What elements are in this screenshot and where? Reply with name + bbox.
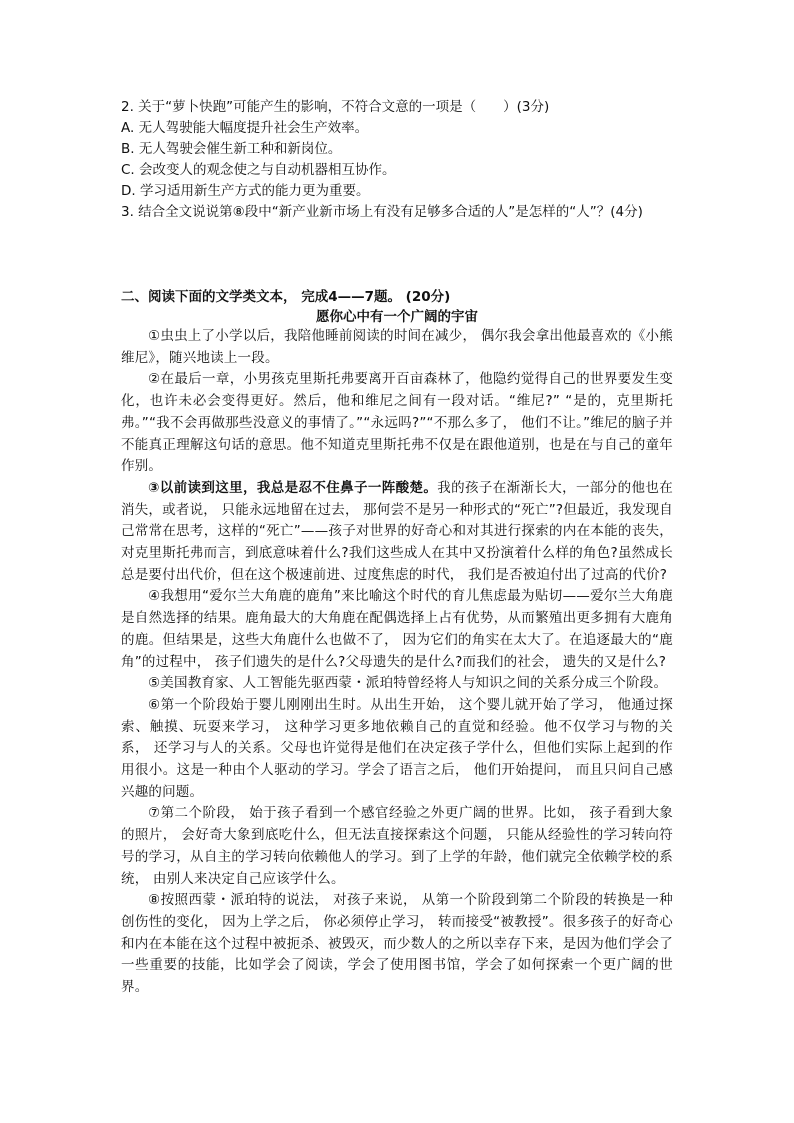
option-b: B. 无人驾驶会催生新工种和新岗位。 [121, 141, 342, 157]
paragraph-4: ④我想用“爱尔兰大角鹿的鹿角”来比喻这个时代的育儿焦虑最为贴切——爱尔兰大角鹿是自然选择的结果。鹿角最大的大角鹿在配偶选择上占有优势，从而繁殖出更多拥有大鹿角的鹿。但结果是，这些大角鹿什么也做不了， 因为它们的角实在太大了。在追逐最大的“鹿角”的过程中， 孩子们遗失的是什么?父母遗失的是什么?而我们的社会， 遗失的又是什么? [121, 588, 673, 670]
option-a: A. 无人驾驶能大幅度提升社会生产效率。 [121, 120, 369, 136]
question-3: 3. 结合全文说说第⑧段中“新产业新市场上有没有足够多合适的人”是怎样的“人”？(4分) [121, 204, 643, 220]
paragraph-7: ⑦第二个阶段， 始于孩子看到一个感官经验之外更广阔的世界。比如， 孩子看到大象的照片， 会好奇大象到底吃什么，但无法直接探索这个问题， 只能从经验性的学习转向符号的学习，从自主的学习转向依赖他人的学习。到了上学的年龄，他们就完全依赖学校的系统， 由别人来决定自己应该学什么。 [121, 805, 673, 887]
paragraph-3-text: 我的孩子在渐渐长大，一部分的他也在消失，或者说， 只能永远地留在过去， 那何尝不是另一种形式的“死亡”?但最近，我发现自己常常在思考，这样的“死亡”——孩子对世界的好奇心和对其进行探索的内在本能的丧失，对克里斯托弗而言，到底意味着什么?我们这些成人在其中又扮演着什么样的角色?虽然成长总是要付出代价，但在这个极速前进、过度焦虑的时代， 我们是否被迫付出了过高的代价? [121, 479, 673, 583]
option-c: C. 会改变人的观念使之与自动机器相互协作。 [121, 162, 396, 178]
option-d: D. 学习适用新生产方式的能力更为重要。 [121, 183, 370, 199]
paragraph-1: ①虫虫上了小学以后，我陪他睡前阅读的时间在减少， 偶尔我会拿出他最喜欢的《小熊维尼》，随兴地读上一段。 [121, 328, 673, 366]
passage-body [121, 326, 673, 999]
paragraph-3-bold-lead: ③以前读到这里，我总是忍不住鼻子一阵酸楚。 [148, 479, 438, 496]
passage-title: 愿你心中有一个广阔的宇宙 [316, 309, 478, 325]
section-heading: 二、阅读下面的文学类文本， 完成4——7题。 (20分) [121, 289, 451, 305]
paragraph-5: ⑤美国教育家、人工智能先驱西蒙・派珀特曾经将人与知识之间的关系分成三个阶段。 [148, 675, 668, 692]
paragraph-6: ⑥第一个阶段始于婴儿刚刚出生时。从出生开始， 这个婴儿就开始了学习， 他通过探索、触摸、玩耍来学习， 这种学习更多地依赖自己的直觉和经验。他不仅学习与物的关系， 还学习与人的关系。父母也许觉得是他们在决定孩子学什么，但他们实际上起到的作用很小。这是一种由个人驱动的学习。学会了语言之后， 他们开始提问， 而且只问自己感兴趣的问题。 [121, 696, 673, 800]
paragraph-3 [121, 478, 673, 587]
paragraph-8: ⑧按照西蒙・派珀特的说法， 对孩子来说， 从第一个阶段到第二个阶段的转换是一种创伤性的变化， 因为上学之后， 你必须停止学习， 转而接受“被教授”。很多孩子的好奇心和内在本能在这个过程中被扼杀、被毁灭，而少数人的之所以幸存下来，是因为他们学会了一些重要的技能，比如学会了阅读，学会了使用图书馆，学会了如何探索一个更广阔的世界。 [121, 892, 673, 996]
paragraph-2: ②在最后一章，小男孩克里斯托弗要离开百亩森林了，他隐约觉得自己的世界要发生变化，也许未必会变得更好。然后，他和维尼之间有一段对话。“维尼?” “是的，克里斯托弗。”“我不会再做那些没意义的事情了。”“永远吗?”“不那么多了， 他们不让。”维尼的脑子并不能真正理解这句话的意思。他不知道克里斯托弗不仅是在跟他道别，也是在与自己的童年作别。 [121, 371, 673, 475]
question-2: 2. 关于“萝卜快跑”可能产生的影响，不符合文意的一项是（ ）(3分) [121, 99, 550, 115]
